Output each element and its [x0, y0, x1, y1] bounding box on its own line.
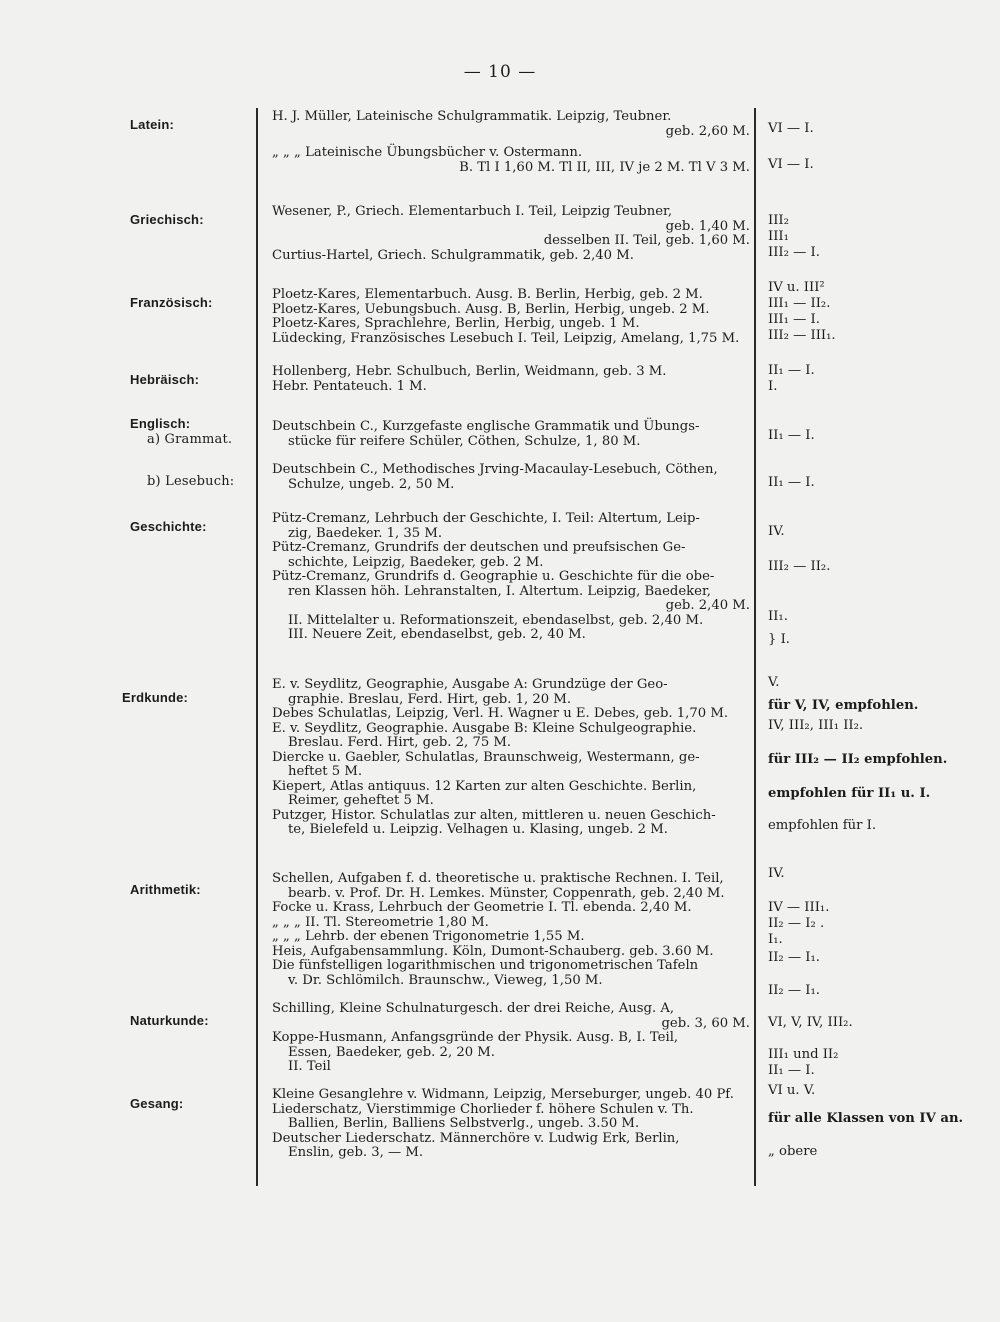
entry-line: „ „ „ Lateinische Übungsbücher v. Ostermann. [272, 145, 583, 160]
entry-line: „ „ „ II. Tl. Stereometrie 1,80 M. [272, 914, 489, 930]
entry-line: Kleine Gesanglehre v. Widmann, Leipzig, Merseburger, ungeb. 40 Pf. [272, 1087, 734, 1102]
entry-line: Hebr. Pentateuch. 1 M. [272, 378, 427, 394]
grade-englisch-2: II₁ — I. [768, 475, 815, 490]
entry-franzoesisch-1 [272, 288, 750, 346]
grade-arithmetik-5: II₂ — I₁. [768, 950, 820, 965]
entry-line: III. Neuere Zeit, ebendaselbst, geb. 2, 40 M. [288, 627, 586, 642]
grade-griechisch-2: III₁ [768, 229, 789, 244]
grade-naturkunde-3: II₁ — I. [768, 1063, 815, 1078]
entry-line: Schellen, Aufgaben f. d. theoretische u. praktische Rechnen. I. Teil, [272, 871, 724, 886]
grade-arithmetik-1: IV. [768, 866, 785, 881]
grade-arithmetik-4: I₁. [768, 932, 783, 947]
subject-gesang: Gesang: [130, 1096, 184, 1111]
subject-englisch-lesebuch: b) Lesebuch: [147, 474, 235, 489]
entry-line: desselben II. Teil, geb. 1,60 M. [543, 233, 750, 248]
grade-naturkunde-1: VI, V, IV, III₂. [768, 1015, 853, 1030]
subject-naturkunde: Naturkunde: [130, 1013, 209, 1028]
grade-erdkunde-2: für V, IV, empfohlen. [768, 698, 919, 713]
entry-geschichte-1 [272, 512, 750, 643]
grade-arithmetik-2: IV — III₁. [768, 900, 830, 915]
entry-line: geb. 1,40 M. [665, 218, 750, 234]
entry-line: II. Mittelalter u. Reformationszeit, ebendaselbst, geb. 2,40 M. [288, 612, 704, 628]
entry-line: Curtius-Hartel, Griech. Schulgrammatik, geb. 2,40 M. [272, 247, 634, 263]
entry-gesang-1 [272, 1088, 750, 1161]
grade-geschichte-1: IV. [768, 524, 785, 539]
entry-line: E. v. Seydlitz, Geographie, Ausgabe A: Grundzüge der Geo- [272, 677, 668, 692]
entry-line: Die fünfstelligen logarithmischen und trigonometrischen Tafeln [272, 958, 699, 973]
entry-line: Enslin, geb. 3, — M. [288, 1145, 424, 1160]
entry-arithmetik-1 [272, 872, 750, 988]
grade-geschichte-3: II₁. [768, 609, 788, 624]
entry-line: Heis, Aufgabensammlung. Köln, Dumont-Schauberg. geb. 3.60 M. [272, 943, 714, 959]
entry-line: Hollenberg, Hebr. Schulbuch, Berlin, Weidmann, geb. 3 M. [272, 364, 667, 379]
grade-erdkunde-5: empfohlen für II₁ u. I. [768, 786, 931, 801]
entry-line: v. Dr. Schlömilch. Braunschw., Vieweg, 1,50 M. [288, 972, 603, 988]
grade-latein-2: VI — I. [768, 157, 814, 172]
subject-englisch-grammatik: a) Grammat. [147, 432, 233, 447]
grade-erdkunde-4: für III₂ — II₂ empfohlen. [768, 752, 948, 767]
entry-line: Deutscher Liederschatz. Männerchöre v. Ludwig Erk, Berlin, [272, 1130, 680, 1146]
entry-line: Ballien, Berlin, Balliens Selbstverlg., ungeb. 3.50 M. [288, 1116, 640, 1131]
entry-line: schichte, Leipzig, Baedeker, geb. 2 M. [288, 554, 544, 570]
entry-latein-1 [272, 110, 750, 139]
grade-gesang-1: VI u. V. [768, 1083, 816, 1098]
column-divider-right [754, 108, 756, 1186]
subject-latein: Latein: [130, 117, 175, 132]
grade-erdkunde-3: IV, III₂, III₁ II₂. [768, 718, 864, 733]
entry-line: II. Teil [288, 1059, 331, 1074]
grade-gesang-3: „ obere [768, 1144, 818, 1159]
entry-line: Focke u. Krass, Lehrbuch der Geometrie I. Tl. ebenda. 2,40 M. [272, 900, 692, 915]
entry-line: Koppe-Husmann, Anfangsgründe der Physik. Ausg. B, I. Teil, [272, 1030, 679, 1045]
entry-line: Diercke u. Gaebler, Schulatlas, Braunschweig, Westermann, ge- [272, 749, 700, 765]
entry-naturkunde-1 [272, 1002, 750, 1075]
entry-line: E. v. Seydlitz, Geographie. Ausgabe B: Kleine Schulgeographie. [272, 720, 697, 736]
grade-franzoesisch-4: III₂ — III₁. [768, 328, 836, 343]
grade-franzoesisch-3: III₁ — I. [768, 312, 820, 327]
entry-line: Kiepert, Atlas antiquus. 12 Karten zur alten Geschichte. Berlin, [272, 778, 697, 794]
grade-griechisch-3: III₂ — I. [768, 245, 820, 260]
entry-englisch-2 [272, 463, 750, 492]
grade-arithmetik-6: II₂ — I₁. [768, 983, 820, 998]
column-divider-left [256, 108, 258, 1186]
page-number: — 10 — [463, 62, 537, 82]
entry-line: Wesener, P., Griech. Elementarbuch I. Teil, Leipzig Teubner, [272, 204, 673, 219]
entry-line: stücke für reifere Schüler, Cöthen, Schulze, 1, 80 M. [288, 433, 641, 449]
entry-line: geb. 3, 60 M. [661, 1015, 750, 1031]
subject-arithmetik: Arithmetik: [130, 882, 201, 897]
entry-line: Debes Schulatlas, Leipzig, Verl. H. Wagner u E. Debes, geb. 1,70 M. [272, 706, 729, 721]
entry-line: Ploetz-Kares, Uebungsbuch. Ausg. B, Berlin, Herbig, ungeb. 2 M. [272, 301, 710, 317]
subject-geschichte: Geschichte: [130, 519, 207, 534]
grade-griechisch-1: III₂ [768, 213, 789, 228]
entry-line: Putzger, Histor. Schulatlas zur alten, mittleren u. neuen Geschich- [272, 807, 716, 823]
entry-line: Pütz-Cremanz, Grundrifs der deutschen und preufsischen Ge- [272, 540, 686, 555]
grade-arithmetik-3: II₂ — I₂ . [768, 916, 825, 931]
entry-griechisch-1 [272, 205, 750, 263]
grade-franzoesisch-1: IV u. III² [768, 280, 825, 295]
grade-englisch-1: II₁ — I. [768, 428, 815, 443]
entry-line: bearb. v. Prof. Dr. H. Lemkes. Münster, Coppenrath, geb. 2,40 M. [288, 885, 725, 901]
entry-line: Liederschatz, Vierstimmige Chorlieder f. höhere Schulen v. Th. [272, 1101, 694, 1117]
entry-line: geb. 2,40 M. [665, 598, 750, 613]
grade-erdkunde-6: empfohlen für I. [768, 818, 877, 833]
entry-erdkunde-1 [272, 678, 750, 838]
entry-line: Deutschbein C., Kurzgefaste englische Grammatik und Übungs- [272, 419, 700, 434]
entry-line: Reimer, geheftet 5 M. [288, 793, 434, 808]
entry-line: Ploetz-Kares, Elementarbuch. Ausg. B. Berlin, Herbig, geb. 2 M. [272, 287, 703, 302]
entry-line: geb. 2,60 M. [665, 123, 750, 139]
subject-englisch: Englisch: [130, 416, 191, 431]
entry-line: heftet 5 M. [288, 764, 363, 779]
grade-hebraeisch-2: I. [768, 379, 778, 394]
entry-line: Schulze, ungeb. 2, 50 M. [288, 476, 455, 492]
entry-line: Deutschbein C., Methodisches Jrving-Macaulay-Lesebuch, Cöthen, [272, 462, 718, 477]
grade-hebraeisch-1: II₁ — I. [768, 363, 815, 378]
entry-line: Ploetz-Kares, Sprachlehre, Berlin, Herbig, ungeb. 1 M. [272, 316, 640, 331]
entry-hebraeisch-1 [272, 365, 750, 394]
entry-line: H. J. Müller, Lateinische Schulgrammatik. Leipzig, Teubner. [272, 109, 672, 124]
entry-line: graphie. Breslau, Ferd. Hirt, geb. 1, 20 M. [288, 691, 572, 707]
grade-geschichte-4: } I. [768, 632, 790, 647]
entry-line: Schilling, Kleine Schulnaturgesch. der drei Reiche, Ausg. A, [272, 1001, 675, 1016]
entry-line: te, Bielefeld u. Leipzig. Velhagen u. Klasing, ungeb. 2 M. [288, 822, 668, 837]
grade-gesang-2: für alle Klassen von IV an. [768, 1111, 964, 1126]
entry-line: B. Tl I 1,60 M. Tl II, III, IV je 2 M. Tl V 3 M. [459, 159, 750, 175]
entry-line: zig, Baedeker. 1, 35 M. [288, 525, 443, 541]
subject-hebraeisch: Hebräisch: [130, 372, 200, 387]
entry-line: Pütz-Cremanz, Lehrbuch der Geschichte, I. Teil: Altertum, Leip- [272, 511, 700, 526]
grade-naturkunde-2: III₁ und II₂ [768, 1047, 839, 1062]
grade-latein-1: VI — I. [768, 121, 814, 136]
subject-franzoesisch: Französisch: [130, 295, 213, 310]
grade-erdkunde-1: V. [768, 675, 780, 690]
entry-latein-2 [272, 146, 750, 175]
entry-line: Essen, Baedeker, geb. 2, 20 M. [288, 1044, 495, 1060]
grade-geschichte-2: III₂ — II₂. [768, 559, 831, 574]
subject-erdkunde: Erdkunde: [122, 690, 189, 705]
entry-line: Breslau. Ferd. Hirt, geb. 2, 75 M. [288, 735, 512, 750]
subject-griechisch: Griechisch: [130, 212, 204, 227]
entry-line: Pütz-Cremanz, Grundrifs d. Geographie u. Geschichte für die obe- [272, 569, 715, 584]
entry-line: Lüdecking, Französisches Lesebuch I. Teil, Leipzig, Amelang, 1,75 M. [272, 330, 740, 346]
entry-line: ren Klassen höh. Lehranstalten, I. Altertum. Leipzig, Baedeker, [288, 583, 711, 599]
entry-line: „ „ „ Lehrb. der ebenen Trigonometrie 1,55 M. [272, 929, 585, 944]
grade-franzoesisch-2: III₁ — II₂. [768, 296, 831, 311]
entry-englisch-1 [272, 420, 750, 449]
